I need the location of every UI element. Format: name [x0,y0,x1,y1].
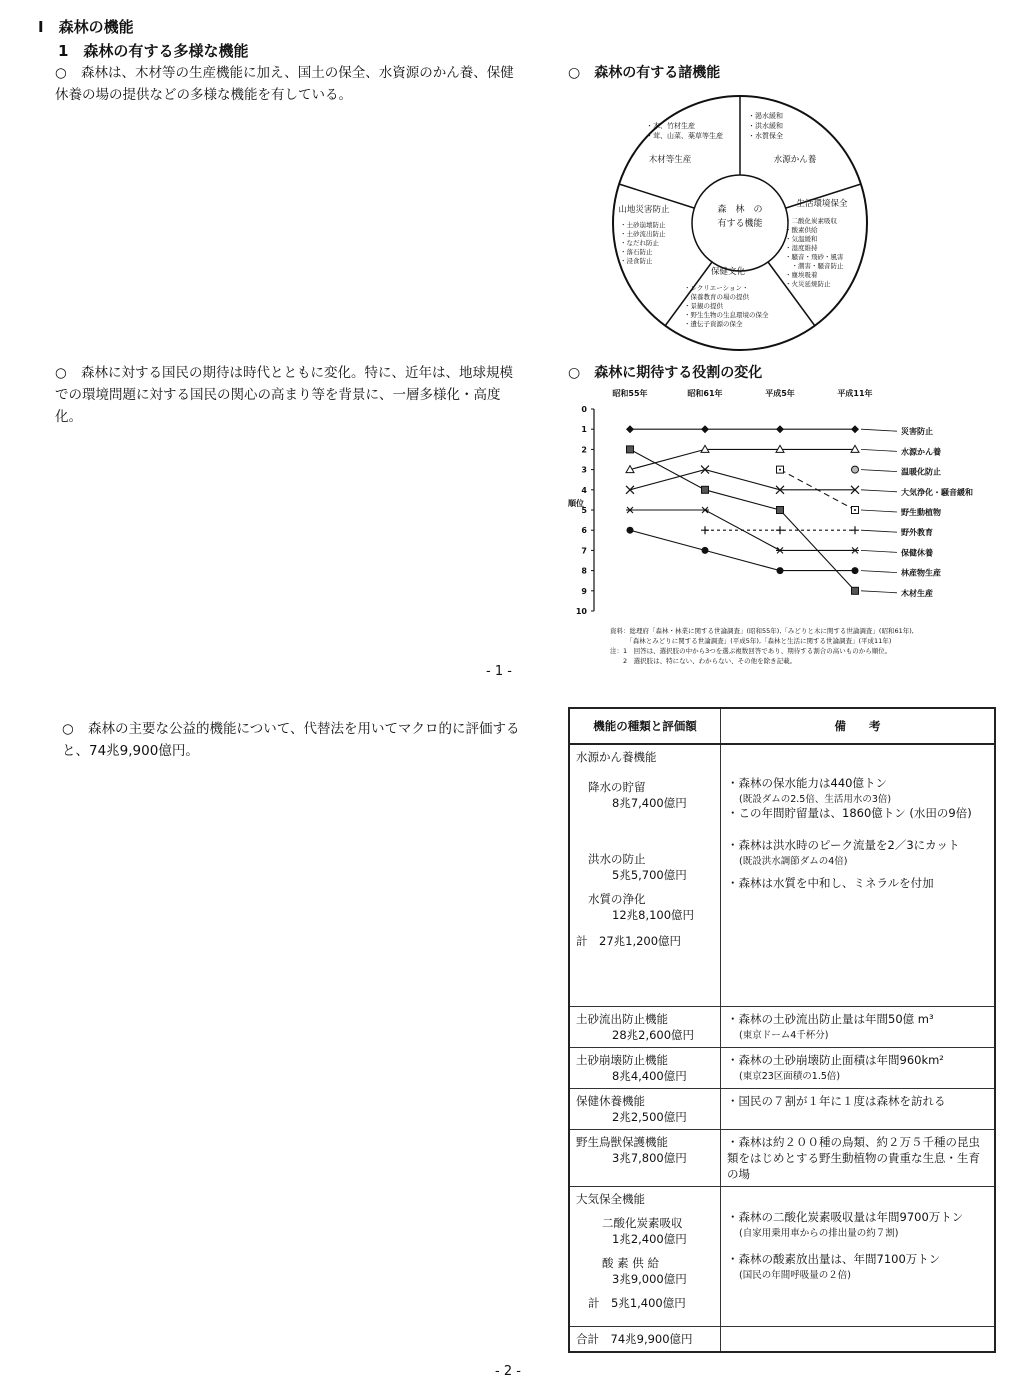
function-title: 土砂崩壊防止機能 [576,1052,668,1067]
grand-total: 合計 74兆9,900億円 [569,1326,721,1352]
series-line [630,449,855,590]
function-title: 野生鳥獣保護機能 [576,1134,668,1149]
sector-item: ・レクリエーション・ [684,284,749,292]
y-axis-label: 順位 [568,499,584,508]
function-title: 大気保全機能 [576,1191,645,1206]
remark: ・森林の保水能力は440億トン [727,776,887,790]
function-amount: 8兆4,400億円 [612,1068,687,1083]
sector-item: ・湿度維持 [785,244,818,252]
legend-leader [861,510,897,512]
function-sub: 二酸化炭素吸収 [602,1215,683,1230]
sector-item: ・浸食防止 [620,257,653,265]
legend-label: 野外教育 [901,528,933,538]
function-amount: 1兆2,400億円 [612,1231,687,1246]
paragraph-functions [55,62,515,106]
function-amount: 2兆2,500億円 [612,1109,687,1124]
table-row [569,1186,995,1326]
data-point [776,526,784,534]
function-sub: 水質の浄化 [588,892,646,906]
subsection-heading: 1 森林の有する多様な機能 [58,42,249,60]
data-point [777,507,784,514]
table-header: 機能の種類と評価額 [569,708,721,744]
data-point [626,507,634,513]
chart-notes [610,626,1010,666]
sector-item: ・落石防止 [620,248,653,256]
remark-note: (既設洪水調節ダムの4倍) [739,856,848,867]
data-point [701,526,709,534]
chart-note: 注：1 回答は、選択肢の中から3つを選ぶ複数回答であり、期待する割合の高いものから順位。 [610,647,892,655]
remark-note: (自家用乗用車からの排出量の約７割) [739,1227,899,1239]
legend-leader [861,490,897,492]
remark: ・国民の７割が１年に１度は森林を訪れる [727,1093,946,1108]
legend-label: 保健休養 [901,548,933,558]
function-amount: 3兆9,000億円 [612,1271,687,1286]
sector-name-water: 水源かん養 [773,155,817,165]
paragraph-text: 森林に対する国民の期待は時代とともに変化。特に、近年は、地球規模での環境問題に対する国民の関心の高まり等を背景に、一層多様化・高度化。 [55,365,513,425]
sector-item: ・火災延焼防止 [785,280,831,288]
remark-note: (既設ダムの2.5倍、生活用水の3倍) [739,794,892,805]
valuation-table [568,707,996,1353]
function-amount: 3兆7,800億円 [612,1150,687,1165]
data-point [626,486,634,494]
function-total: 計 5兆1,400億円 [588,1295,686,1310]
chart-note: 2 選択肢は、特にない、わからない、その他を除き記載。 [610,657,797,665]
legend-leader [861,429,897,431]
function-amount: 28兆2,600億円 [612,1027,695,1042]
data-point [852,567,859,574]
forest-functions-diagram [600,92,880,354]
sector-item: ・気温緩和 [785,235,818,243]
legend-label: 災害防止 [901,427,933,437]
legend-leader [861,571,897,573]
data-point [777,567,784,574]
data-point [851,547,859,553]
y-tick-label: 1 [581,425,587,435]
sector-item: ・野生生物の生息環境の保全 [684,311,769,319]
remark: ・森林は約２００種の鳥類、約２万５千種の昆虫類をはじめとする野生動植物の貴重な生息・生育の場 [727,1134,980,1181]
diagram-title: ○ 森林の有する諸機能 [568,65,721,81]
y-tick-label: 3 [581,465,587,475]
table-row [569,1047,995,1088]
y-tick-label: 9 [581,586,587,596]
function-total: 計 27兆1,200億円 [576,934,682,948]
data-point [776,425,784,433]
series-line [630,470,855,490]
sector-item: ・景観の提供 [684,302,723,310]
data-point-dot [779,469,781,471]
data-point [851,425,859,433]
data-point [852,466,859,473]
x-category-label: 昭和55年 [612,389,648,398]
sector-item: ・茸、山菜、薬草等生産 [646,132,723,140]
legend-label: 木材生産 [901,588,933,598]
sector-item: ・なだれ防止 [620,239,659,247]
remark-note: (国民の年間呼吸量の２倍) [739,1269,851,1281]
remark: ・森林の酸素放出量は、年間7100万トン [727,1251,941,1266]
paragraph-text: 森林は、木材等の生産機能に加え、国土の保全、水資源のかん養、保健休養の場の提供などの多様な機能を有している。 [55,65,514,103]
series-line [630,449,855,469]
chart-title: ○ 森林に期待する役割の変化 [568,365,763,381]
table-row [569,1006,995,1047]
sector-item: 保養教育の場の提供 [684,293,749,301]
sector-item: ・木、竹材生産 [646,122,695,130]
remark: ・森林の土砂流出防止量は年間50億 m³ [727,1011,934,1026]
sector-name-health: 保健文化 [710,267,746,277]
table-header: 備 考 [721,708,996,744]
sector-name-disaster: 山地災害防止 [618,205,670,215]
y-tick-label: 10 [575,607,587,616]
sector-item: ・騒音・飛砂・風害 [785,253,844,261]
center-label-1: 森 林 の [717,205,763,215]
remark: ・森林は洪水時のピーク流量を2／3にカット [727,838,960,852]
data-point [701,507,709,513]
data-point [626,425,634,433]
legend-label: 水源かん養 [901,447,941,457]
data-point [702,547,709,554]
chart-note: 「森林とみどりに関する世論調査」(平成5年),「森林と生活に関する世論調査」(平成11年) [610,637,892,645]
sector-item: ・渇水緩和 [748,112,783,120]
remark: ・この年間貯留量は、1860億トン (水田の9倍) [727,806,972,820]
remark: ・森林は水質を中和し、ミネラルを付加 [727,876,934,890]
sector-name-living: 生活環境保全 [796,199,848,209]
sector-name-wood: 木材等生産 [648,155,692,165]
paragraph-valuation [62,718,522,762]
table-row [569,744,995,1006]
function-amount: 8兆7,400億円 [612,796,687,810]
legend-label: 林産物生産 [901,568,941,578]
sector-item: ・洪水緩和 [748,122,783,130]
data-point [701,425,709,433]
legend-leader [861,449,897,451]
function-sub: 降水の貯留 [588,780,646,794]
table-row [569,1326,995,1352]
bullet-marker: ○ [55,65,67,81]
data-point-dot [854,509,856,511]
legend-leader [861,550,897,552]
data-point [852,587,859,594]
sector-item: ・土砂崩壊防止 [620,221,666,229]
role-change-chart [560,384,1010,624]
data-point [702,486,709,493]
remark-note: (東京23区面積の1.5倍) [739,1070,841,1082]
y-tick-label: 8 [581,566,587,576]
y-tick-label: 6 [581,526,587,536]
function-title: 水源かん養機能 [576,750,657,764]
x-category-label: 平成5年 [765,389,795,398]
function-title: 保健休養機能 [576,1093,645,1108]
sector-item: ・二酸化炭素吸収 [785,217,837,225]
data-point [701,466,709,474]
legend-leader [861,591,897,593]
remark: ・森林の二酸化炭素吸収量は年間9700万トン [727,1209,964,1224]
section-heading: I 森林の機能 [38,18,134,36]
data-point [851,526,859,534]
function-amount: 5兆5,700億円 [612,868,687,882]
y-tick-label: 5 [581,506,587,515]
function-sub: 酸 素 供 給 [602,1255,659,1270]
data-point [627,446,634,453]
y-tick-label: 7 [581,546,587,556]
sector-item: ・塵埃吸着 [785,271,818,279]
paragraph-text: 森林の主要な公益的機能について、代替法を用いてマクロ的に評価すると、74兆9,900億円。 [62,721,520,759]
page-number: - 2 - [495,1364,521,1379]
y-tick-label: 2 [581,445,587,455]
y-tick-label: 0 [581,405,587,414]
data-point [776,547,784,553]
function-amount: 12兆8,100億円 [612,908,695,922]
x-category-label: 平成11年 [837,389,873,398]
legend-leader [861,530,897,532]
y-tick-label: 4 [581,485,587,495]
remark-note: (東京ドーム4千杯分) [739,1029,829,1041]
bullet-marker: ○ [62,721,74,737]
x-category-label: 昭和61年 [687,389,723,398]
sector-item: ・潮害・騒音防止 [785,262,844,270]
sector-item: ・遺伝子資源の保全 [684,320,743,328]
page-number: - 1 - [486,664,512,679]
data-point [627,527,634,534]
legend-label: 大気浄化・騒音緩和 [901,487,973,497]
bullet-marker: ○ [55,365,67,381]
center-label-2: 有する機能 [717,219,763,229]
function-sub: 洪水の防止 [588,852,646,866]
paragraph-expectations [55,362,515,428]
remark: ・森林の土砂崩壊防止面積は年間960km² [727,1052,944,1067]
legend-label: 温暖化防止 [901,467,941,477]
table-row [569,1129,995,1186]
sector-item: ・水質保全 [748,132,783,140]
sector-item: ・酸素供給 [785,226,818,234]
legend-label: 野生動植物 [901,508,941,517]
function-title: 土砂流出防止機能 [576,1011,668,1026]
table-row [569,1088,995,1129]
legend-leader [861,470,897,472]
chart-note: 資料：総理府「森林・林業に関する世論調査」(昭和55年),「みどりと木に関する世論調査」(昭和61年), [610,627,914,635]
sector-item: ・土砂流出防止 [620,230,666,238]
